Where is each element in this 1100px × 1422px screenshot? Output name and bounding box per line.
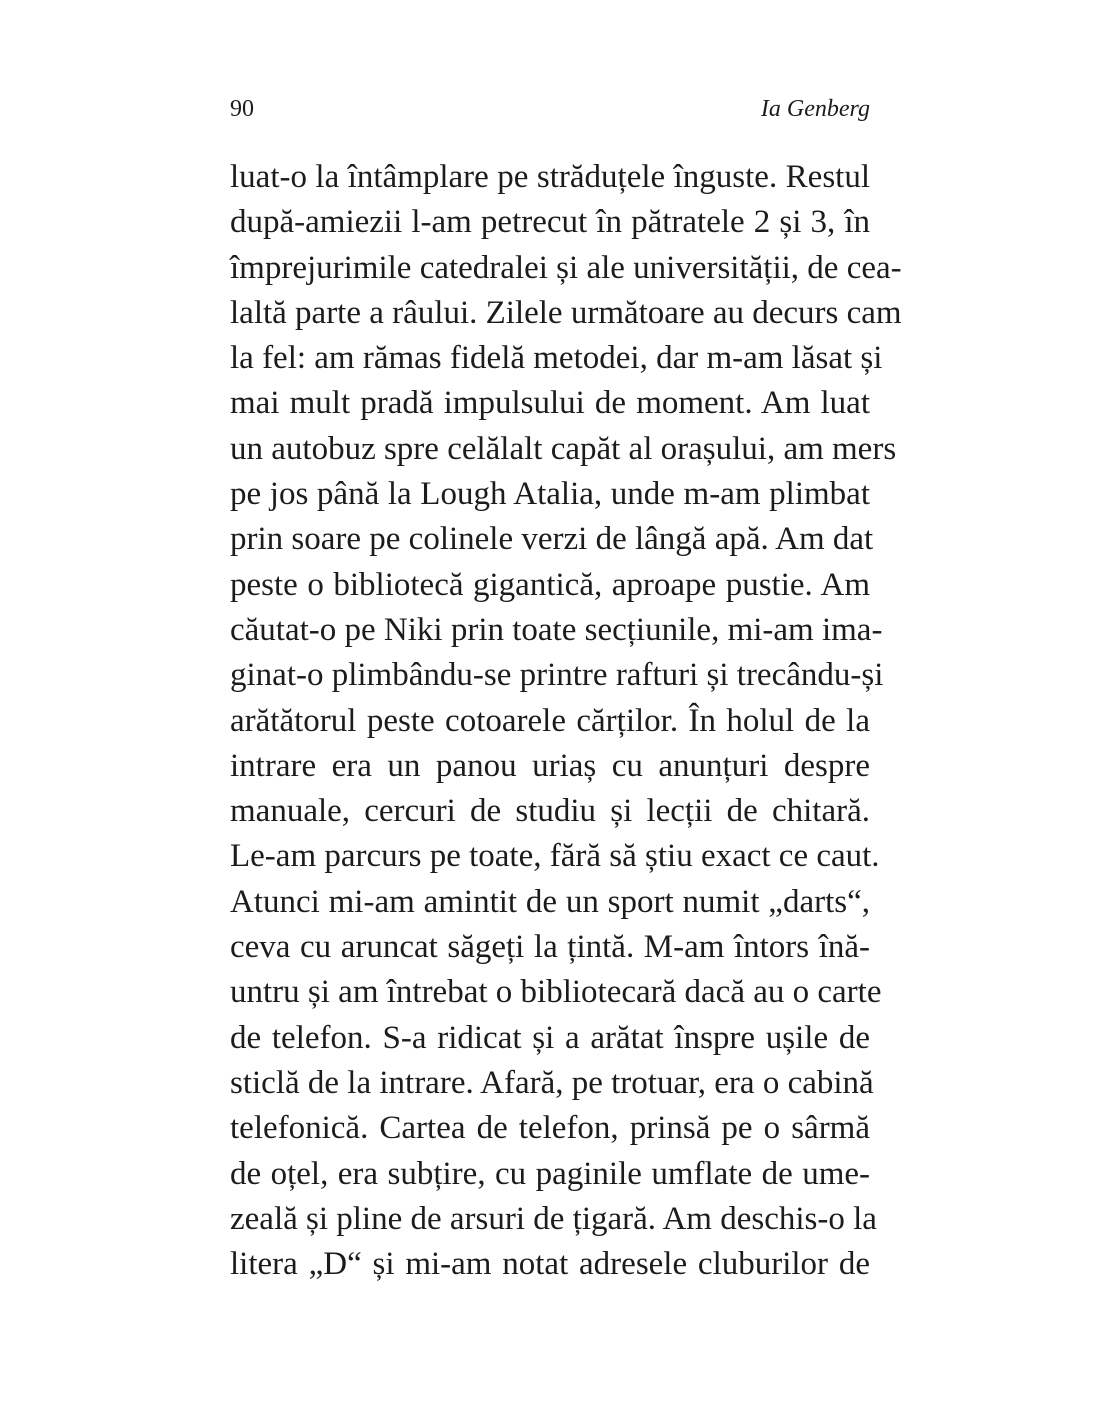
text-line: după-amiezii l-am petrecut în pătratele 2 și 3, în (230, 204, 870, 241)
text-line: laltă parte a râului. Zilele următoare au decurs cam (230, 294, 902, 331)
text-line: ceva cu aruncat săgeți la țintă. M-am întors înă- (230, 929, 870, 966)
text-line: zeală și pline de arsuri de țigară. Am deschis-o la (230, 1200, 877, 1237)
text-line: luat-o la întâmplare pe străduțele înguste. Restul (230, 159, 870, 195)
text-line: Le-am parcurs pe toate, fără să știu exact ce caut. (230, 838, 880, 875)
text-line: untru și am întrebat o bibliotecară dacă au o carte (230, 974, 882, 1011)
text-line: prin soare pe colinele verzi de lângă apă. Am dat (230, 521, 874, 558)
text-line: ginat-o plimbându-se printre rafturi și trecându-și (230, 657, 884, 694)
text-line: pe jos până la Lough Atalia, unde m-am plimbat (230, 476, 870, 513)
text-line: căutat-o pe Niki prin toate secțiunile, mi-am ima- (230, 611, 883, 648)
text-line: un autobuz spre celălalt capăt al orașului, am mers (230, 430, 897, 467)
page-header (230, 96, 870, 132)
text-line: mai mult pradă impulsului de moment. Am luat (230, 385, 870, 422)
text-line: arătătorul peste cotoarele cărților. În holul de la (230, 702, 870, 739)
text-line: de oțel, era subțire, cu paginile umflate de ume- (230, 1155, 870, 1192)
page-number: 90 (230, 96, 254, 122)
text-line: peste o bibliotecă gigantică, aproape pustie. Am (230, 566, 870, 603)
text-line: litera „D“ și mi-am notat adresele cluburilor de (230, 1246, 870, 1283)
text-line: manuale, cercuri de studiu și lecții de chitară. (230, 793, 870, 830)
text-line: de telefon. S-a ridicat și a arătat înspre ușile de (230, 1019, 870, 1056)
body-text (230, 155, 902, 1287)
text-line: sticlă de la intrare. Afară, pe trotuar, era o cabină (230, 1064, 874, 1101)
text-line: telefonică. Cartea de telefon, prinsă pe o sârmă (230, 1110, 870, 1147)
running-head: Ia Genberg (760, 96, 870, 122)
text-line: intrare era un panou uriaș cu anunțuri despre (230, 747, 870, 784)
text-line: Atunci mi-am amintit de un sport numit „darts“, (230, 883, 870, 920)
text-line: la fel: am rămas fidelă metodei, dar m-am lăsat și (230, 340, 883, 377)
text-line: împrejurimile catedralei și ale universității, de cea- (230, 249, 902, 286)
